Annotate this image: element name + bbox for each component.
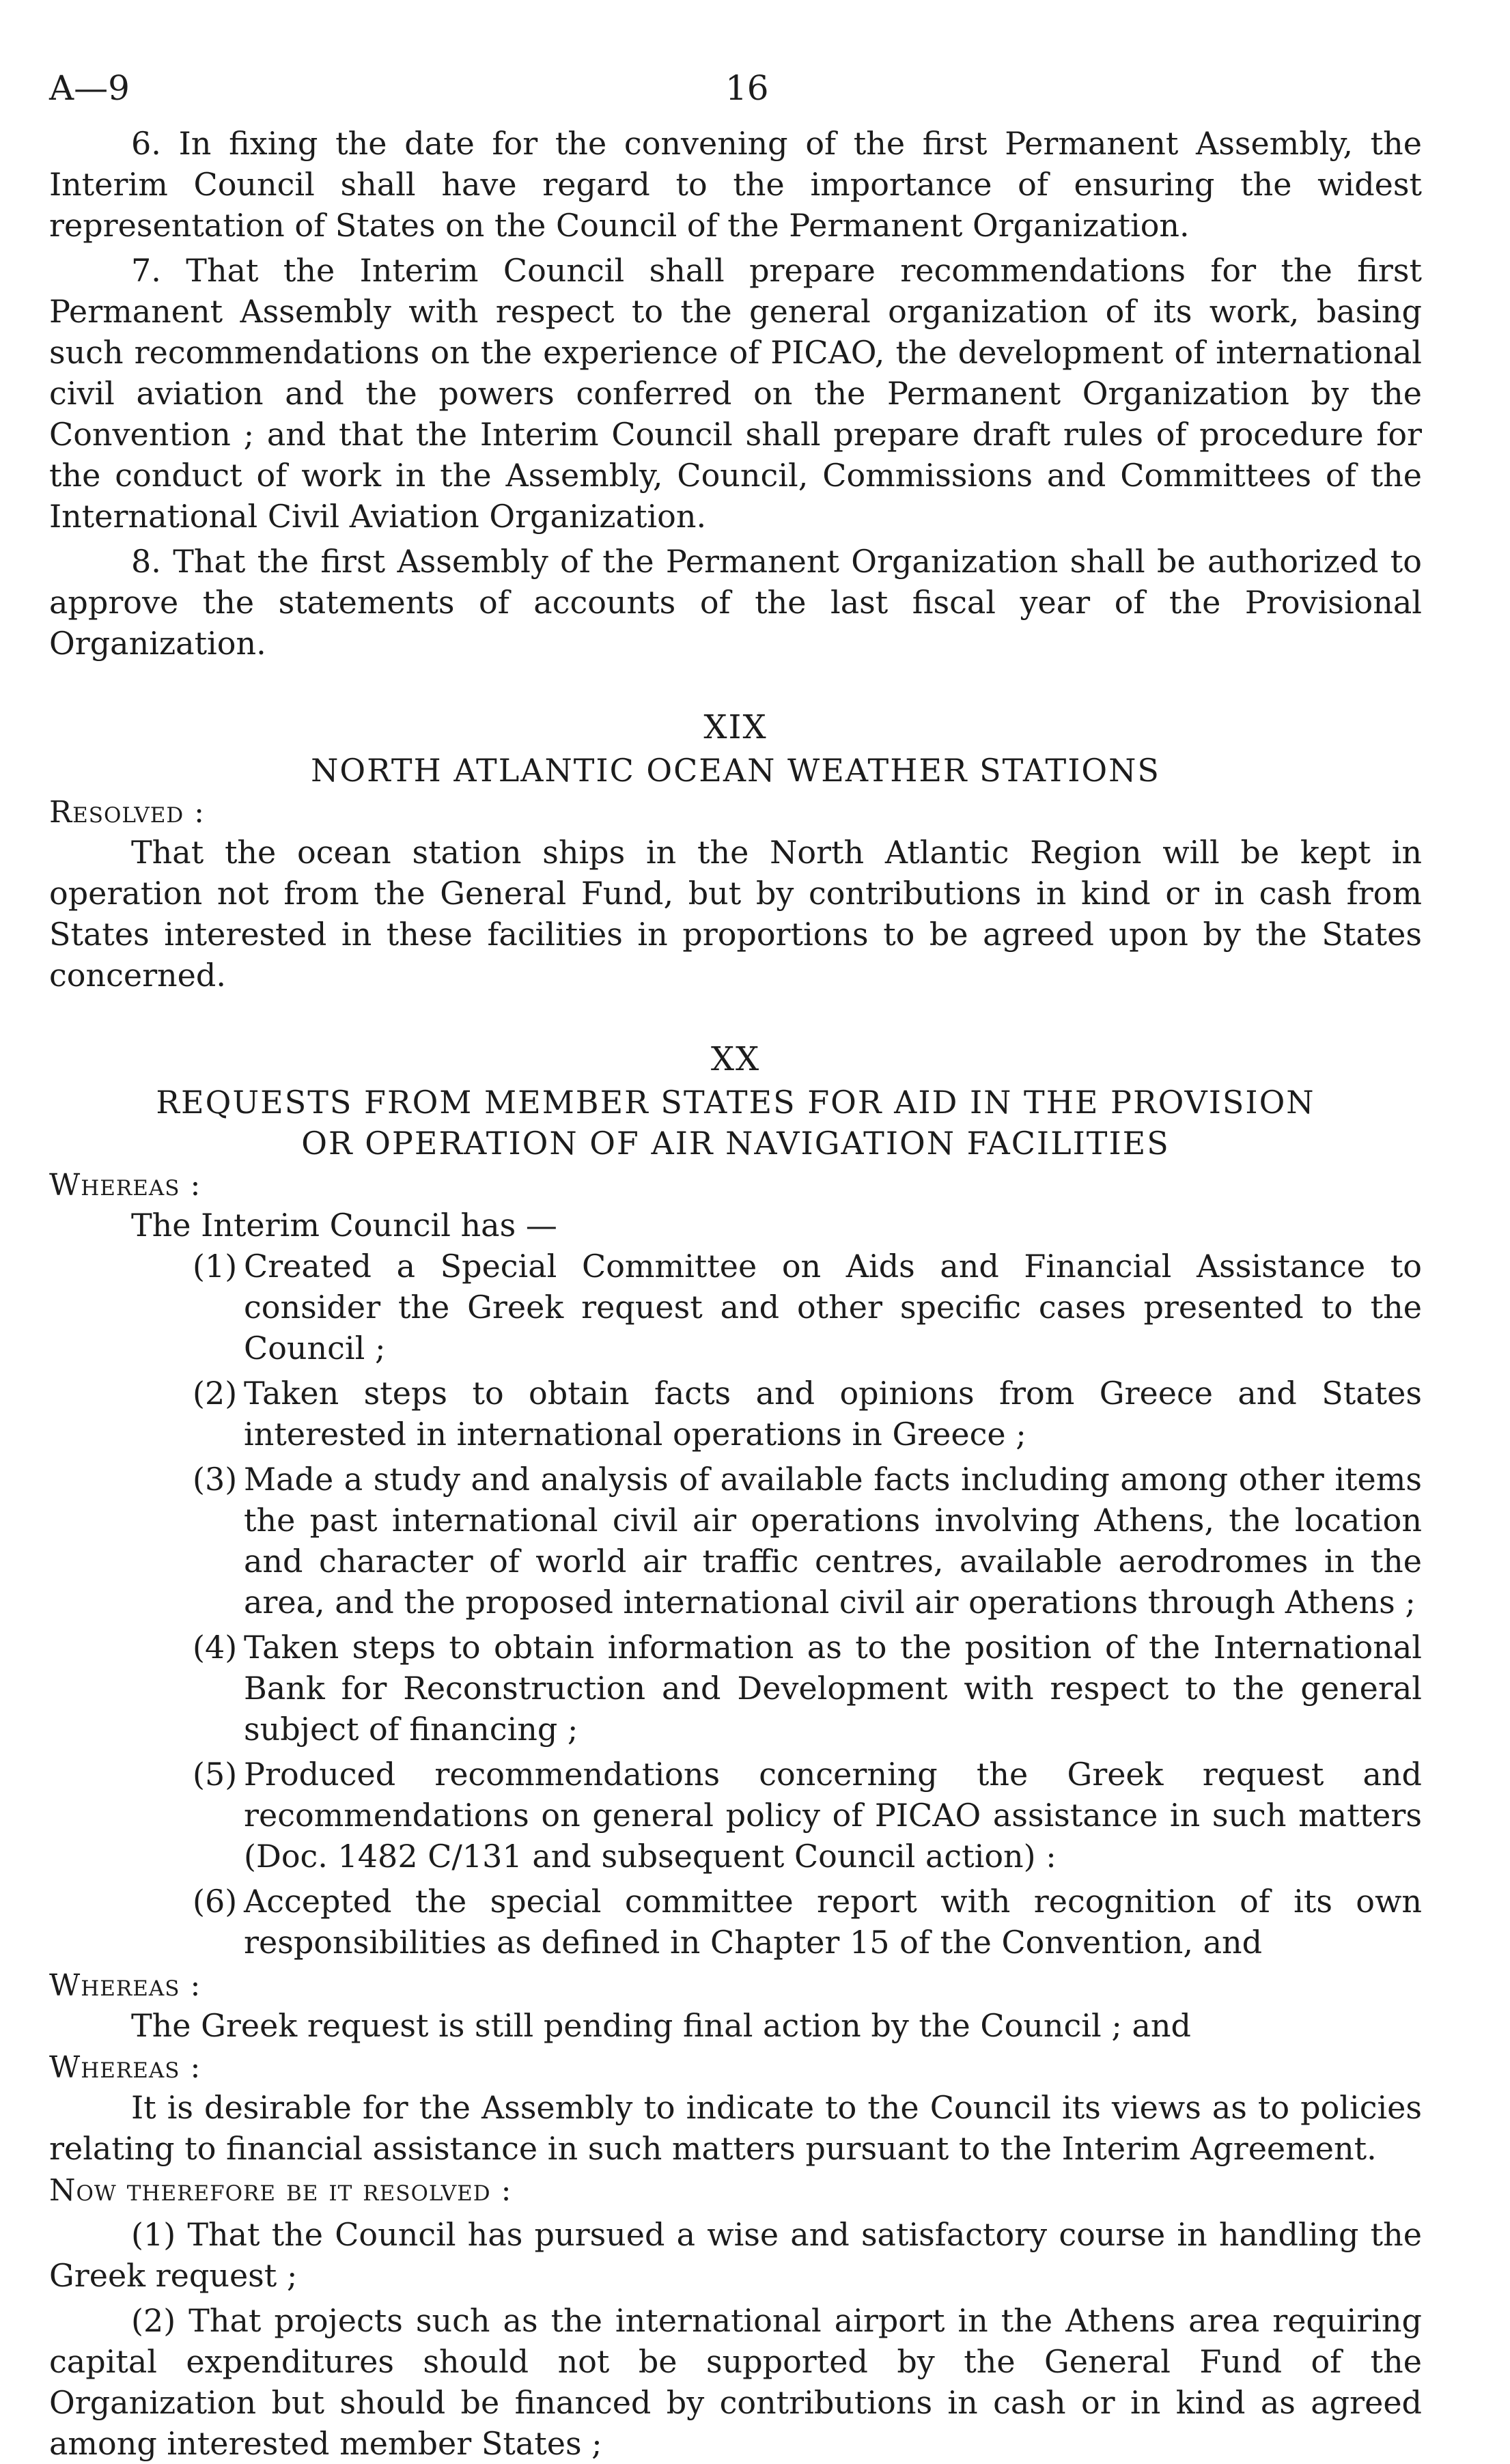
list-item bbox=[49, 1754, 1422, 1877]
section-xix-number: XIX bbox=[703, 708, 768, 746]
section-xix-title: NORTH ATLANTIC OCEAN WEATHER STATIONS bbox=[311, 752, 1160, 789]
page-header bbox=[49, 68, 1422, 123]
whereas-label-2: Whereas : bbox=[49, 1968, 201, 2003]
list-item bbox=[49, 1627, 1422, 1750]
page-number: 16 bbox=[725, 68, 769, 108]
whereas-text-2: The Greek request is still pending final action by the Council ; and bbox=[131, 2007, 1191, 2044]
list-item-text: Made a study and analysis of available facts including among other items the past international civil air operations involving Athens, the location and character of world air traffic centres, available aerodromes in the area, and the proposed international civil air operations through Athens ; bbox=[244, 1461, 1422, 1621]
document-page bbox=[49, 68, 1422, 2464]
paragraph-8: 8. That the first Assembly of the Permanent Organization shall be authorized to approve the statements of accounts of the last fiscal year of the Provisional Organization. bbox=[49, 543, 1422, 662]
list-item-number: (4) bbox=[193, 1629, 238, 1666]
paragraph-7: 7. That the Interim Council shall prepare recommendations for the first Permanent Assembly with respect to the general organization of its work, basing such recommendations on the experience of PICAO, the development of international civil aviation and the powers conferred on the Permanent Organization by the Convention ; and that the Interim Council shall prepare draft rules of procedure for the conduct of work in the Assembly, Council, Commissions and Committees of the International Civil Aviation Organization. bbox=[49, 252, 1422, 535]
list-item-number: (3) bbox=[193, 1461, 238, 1498]
section-xx-number: XX bbox=[710, 1040, 761, 1078]
list-item-text: Taken steps to obtain information as to the position of the International Bank for Reconstruction and Development with respect to the general subject of financing ; bbox=[244, 1629, 1422, 1748]
list-item-number: (6) bbox=[193, 1883, 238, 1920]
whereas-text-3: It is desirable for the Assembly to indicate to the Council its views as to policies relating to financial assistance in such matters pursuant to the Interim Agreement. bbox=[49, 2089, 1422, 2167]
resolved-item-2: (2) That projects such as the international airport in the Athens area requiring capital expenditures should not be supported by the General Fund of the Organization but should be financed by contributions in cash or in kind as agreed among interested member States ; bbox=[49, 2302, 1422, 2462]
section-xix-text: That the ocean station ships in the North Atlantic Region will be kept in operation not from the General Fund, but by contributions in kind or in cash from States interested in these facilities in proportions to be agreed upon by the States concerned. bbox=[49, 834, 1422, 994]
resolved-item-1: (1) That the Council has pursued a wise and satisfactory course in handling the Greek request ; bbox=[49, 2216, 1422, 2294]
list-item bbox=[49, 1881, 1422, 1963]
list-item-number: (5) bbox=[193, 1756, 238, 1793]
paragraph-6: 6. In fixing the date for the convening of the first Permanent Assembly, the Interim Council shall have regard to the importance of ensuring the widest representation of States on the Council of the Permanent Organization. bbox=[49, 125, 1422, 244]
whereas-label-1: Whereas : bbox=[49, 1168, 201, 1203]
list-item bbox=[49, 1459, 1422, 1623]
list-item bbox=[49, 1246, 1422, 1369]
list-item bbox=[49, 1373, 1422, 1455]
section-xix-resolved-label: Resolved : bbox=[49, 795, 205, 830]
interim-council-intro: The Interim Council has — bbox=[131, 1207, 557, 1244]
whereas-label-3: Whereas : bbox=[49, 2050, 201, 2085]
list-item-text: Accepted the special committee report with recognition of its own responsibilities as defined in Chapter 15 of the Convention, and bbox=[244, 1883, 1422, 1961]
list-item-text: Created a Special Committee on Aids and Financial Assistance to consider the Greek request and other specific cases presented to the Council ; bbox=[244, 1248, 1422, 1367]
council-actions-list bbox=[49, 1246, 1422, 1963]
list-item-number: (2) bbox=[193, 1375, 238, 1412]
list-item-number: (1) bbox=[193, 1248, 238, 1285]
list-item-text: Taken steps to obtain facts and opinions from Greece and States interested in international operations in Greece ; bbox=[244, 1375, 1422, 1453]
document-reference: A—9 bbox=[49, 68, 130, 108]
list-item-text: Produced recommendations concerning the Greek request and recommendations on general policy of PICAO assistance in such matters (Doc. 1482 C/131 and subsequent Council action) : bbox=[244, 1756, 1422, 1875]
now-therefore-label: Now therefore be it resolved : bbox=[49, 2173, 512, 2208]
section-xx-title: REQUESTS FROM MEMBER STATES FOR AID IN THE PROVISION OR OPERATION OF AIR NAVIGATION FACILITIES bbox=[156, 1084, 1315, 1162]
